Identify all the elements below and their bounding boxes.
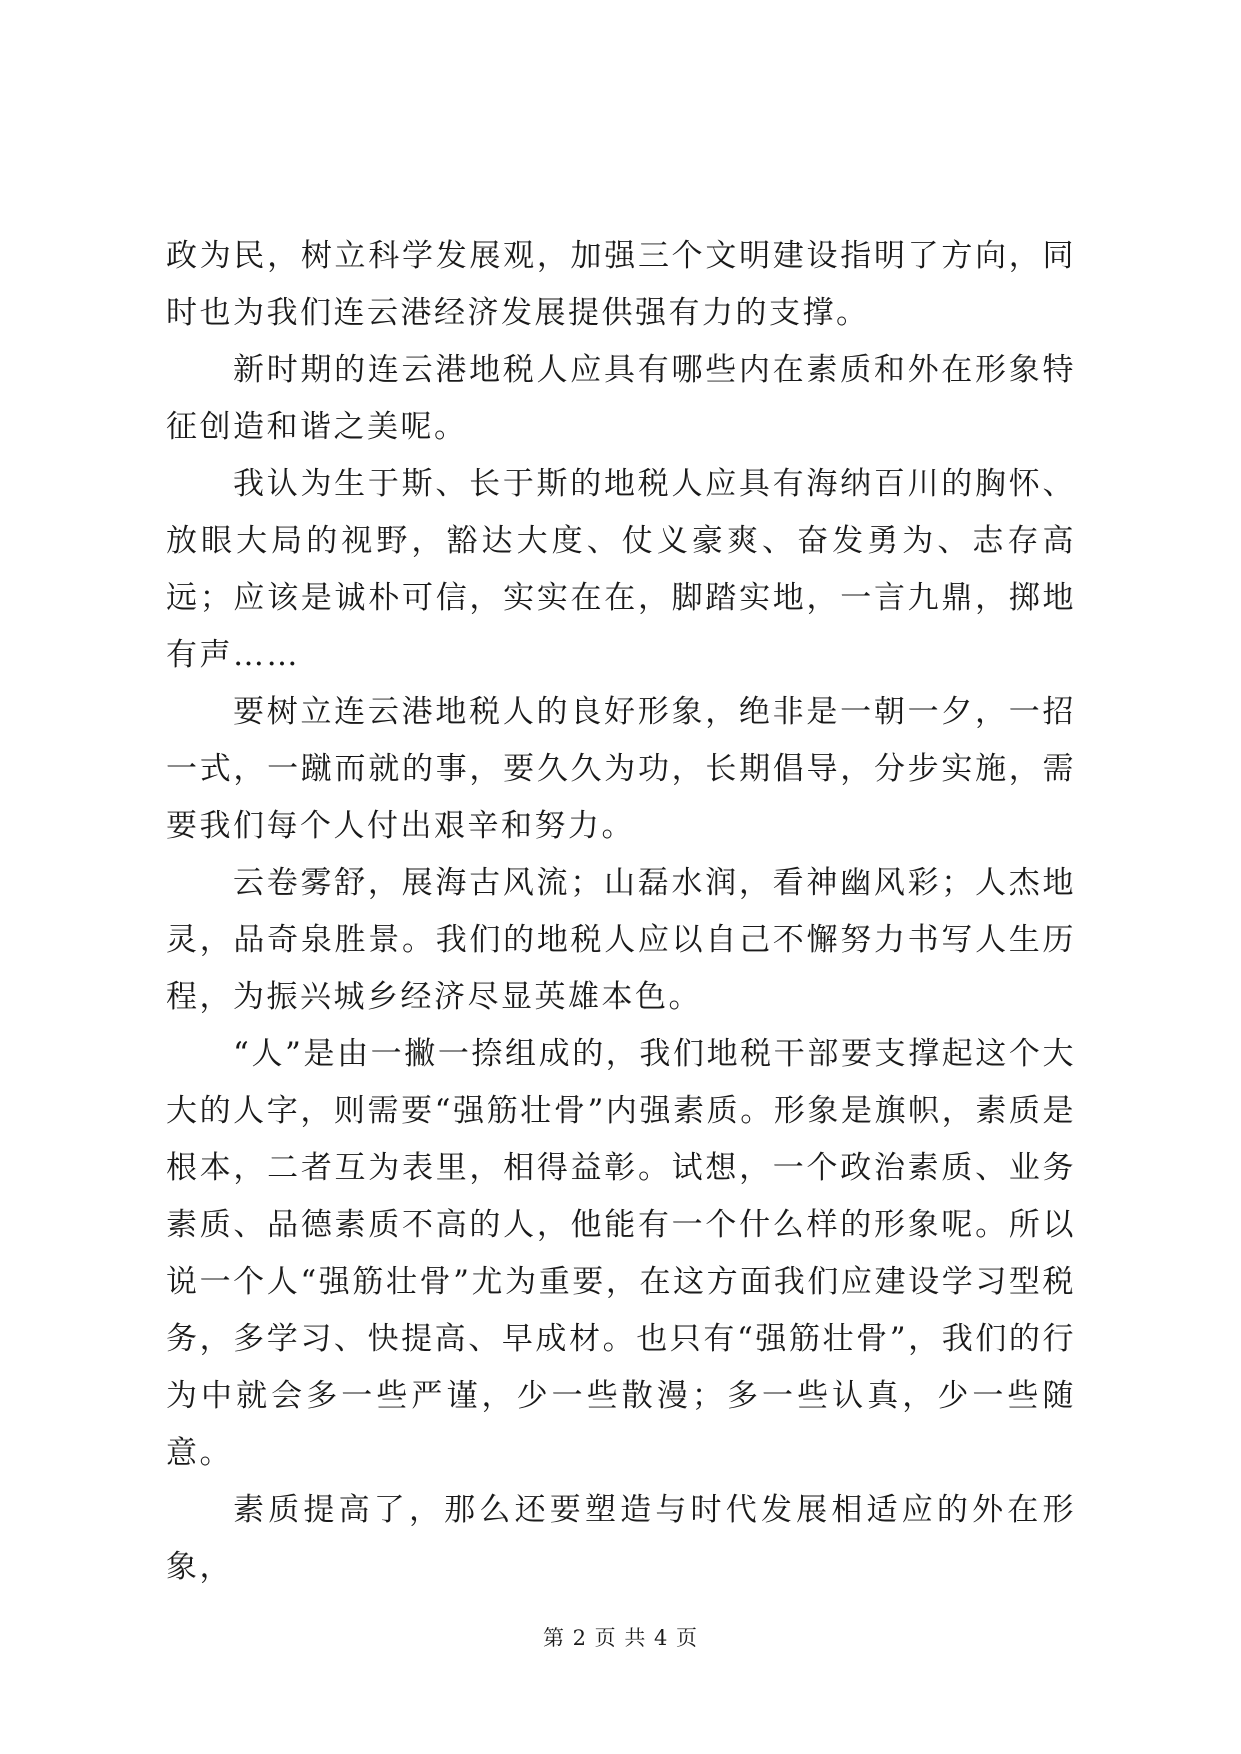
paragraph: 新时期的连云港地税人应具有哪些内在素质和外在形象特征创造和谐之美呢。 [166, 352, 1076, 445]
paragraph: 素质提高了，那么还要塑造与时代发展相适应的外在形象， [166, 1492, 1076, 1585]
paragraph: 我认为生于斯、长于斯的地税人应具有海纳百川的胸怀、放眼大局的视野，豁达大度、仗义豪爽、奋发勇为、志存高远；应该是诚朴可信，实实在在，脚踏实地，一言九鼎，掷地有声…… [166, 466, 1076, 673]
paragraph: “人”是由一撇一捺组成的，我们地税干部要支撑起这个大大的人字，则需要“强筋壮骨”内强素质。形象是旗帜，素质是根本，二者互为表里，相得益彰。试想，一个政治素质、业务素质、品德素质不高的人，他能有一个什么样的形象呢。所以说一个人“强筋壮骨”尤为重要，在这方面我们应建设学习型税务，多学习、快提高、早成材。也只有“强筋壮骨”，我们的行为中就会多一些严谨，少一些散漫；多一些认真，少一些随意。 [166, 1036, 1076, 1471]
paragraph: 政为民，树立科学发展观，加强三个文明建设指明了方向，同时也为我们连云港经济发展提供强有力的支撑。 [166, 238, 1076, 331]
page-number-footer: 第 2 页 共 4 页 [542, 1626, 699, 1650]
paragraph: 要树立连云港地税人的良好形象，绝非是一朝一夕，一招一式，一蹴而就的事，要久久为功，长期倡导，分步实施，需要我们每个人付出艰辛和努力。 [166, 694, 1076, 844]
paragraph: 云卷雾舒，展海古风流；山磊水润，看神幽风彩；人杰地灵，品奇泉胜景。我们的地税人应以自己不懈努力书写人生历程，为振兴城乡经济尽显英雄本色。 [166, 865, 1076, 1015]
document-body [166, 228, 1076, 1596]
